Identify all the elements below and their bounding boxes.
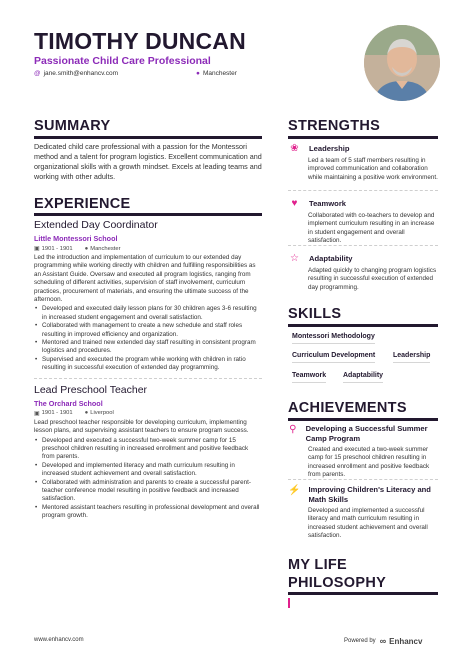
job-entry [34,384,262,521]
at-sign-icon: @ [34,70,41,77]
philosophy-rule [288,592,438,595]
job-meta [34,245,262,252]
strength-title: Adaptability [309,253,353,263]
job-meta [34,410,262,417]
strength-item [288,253,438,292]
location-text: Manchester [202,70,237,77]
experience-rule [34,213,262,216]
skill-tag: Adaptability [343,372,383,383]
achievement-item [288,424,438,480]
section-divider [288,245,438,246]
achievements-rule [288,418,438,421]
email-contact[interactable] [34,70,118,77]
skill-tag: Leadership [393,352,430,363]
achievement-title: Developing a Successful Summer Camp Program [305,424,428,443]
skills-heading: SKILLS [288,306,342,322]
philosophy-heading-line2: PHILOSOPHY [288,575,387,591]
strength-description: Adapted quickly to changing program logistics resulting in successful execution of extended day programming. [308,267,437,291]
lightning-icon: ⚡ [288,485,301,496]
job-dates: 1901 - 1901 [41,245,73,252]
strengths-heading: STRENGTHS [288,118,381,134]
footer-website[interactable]: www.enhancv.com [34,637,84,643]
award-ribbon-icon: ❀ [290,143,299,154]
job-title: Extended Day Coordinator [34,219,158,231]
job-bullet: • Mentored assistant teachers resulting in professional development and overall program growth. [34,504,262,521]
quote-mark-icon [288,598,290,608]
skill-tag: Teamwork [292,372,326,383]
achievements-heading: ACHIEVEMENTS [288,400,407,416]
achievement-description: Created and executed a two-week summer camp for 15 preschool children resulting in increased enrollment and positive feedback from parents. [308,446,430,479]
powered-by-text: Powered by [344,638,376,644]
achievement-item [288,485,438,541]
job-bullet: • Collaborated with administration and parents to create a successful parent-teacher conference model resulting in positive feedback and increased satisfaction. [34,479,262,504]
location-pin-icon: ● [84,245,89,252]
job-dates: 1901 - 1901 [41,410,73,417]
medal-icon: ⚲ [289,424,297,435]
profile-photo [364,25,440,101]
company-name: The Orchard School [34,398,103,408]
job-bullet: • Supervised and executed the program while working with children in ratio resulting in successful execution of extended day programming. [34,356,262,373]
strength-description: Collaborated with co-teachers to develop and implement curriculum resulting in an increase in student engagement and overall satisfaction. [308,212,435,245]
brand-name: Enhancv [389,636,423,646]
calendar-icon: ▣ [34,246,40,252]
skill-tag: Curriculum Development [292,352,375,363]
company-name: Little Montessori School [34,234,118,243]
strengths-rule [288,136,438,139]
job-entry [34,219,262,373]
candidate-subtitle: Passionate Child Care Professional [34,55,211,67]
candidate-name: TIMOTHY DUNCAN [34,28,246,54]
job-location: Manchester [90,245,121,252]
strength-description: Led a team of 5 staff members resulting in improved communication and collaboration while maintaining a positive work environment. [308,157,438,181]
philosophy-heading [288,556,386,592]
summary-heading: SUMMARY [34,118,111,134]
philosophy-heading-line1: MY LIFE [288,557,348,573]
job-title: Lead Preschool Teacher [34,383,148,396]
location-pin-icon: ● [84,410,89,417]
job-bullets [34,305,262,372]
experience-heading: EXPERIENCE [34,196,131,212]
achievement-description: Developed and implemented a successful literacy and math curriculum resulting in increased student achievement and overall satisfaction. [308,507,428,540]
enhancv-logo-icon: ∞ [379,636,387,646]
footer-branding[interactable] [344,636,422,646]
section-divider [288,479,438,480]
calendar-icon: ▣ [34,410,40,417]
section-divider [288,190,438,191]
achievement-title: Improving Children's Literacy and Math Skills [308,485,431,504]
email-text: jane.smith@enhancv.com [43,70,119,77]
heart-icon: ♥ [291,198,298,209]
strength-title: Leadership [309,143,350,153]
skills-rule [288,324,438,327]
job-bullet: • Developed and executed daily lesson plans for 30 children ages 3-6 resulting in increased student engagement and overall satisfaction. [34,305,262,322]
summary-text: Dedicated child care professional with a passion for the Montessori method and a talent for program logistics. Excellent communication and organizational skills with a growth mindset. Excels at leading teams and working with other adults. [34,142,262,181]
job-bullet: • Developed and executed a successful two-week summer camp for 15 preschool children resulting in increased enrollment and positive feedback from parents. [34,437,262,462]
summary-rule [34,136,262,139]
location-contact [196,70,237,77]
experience-list [34,219,262,521]
job-bullets [34,437,262,521]
section-divider [34,378,262,379]
job-bullet: • Developed and implemented literacy and math curriculum resulting in increased student achievement and overall satisfaction. [34,462,262,479]
job-location: Liverpool [90,410,114,417]
star-icon: ☆ [290,253,299,264]
strength-item [288,143,438,182]
skill-tag: Montessori Methodology [292,333,375,344]
strength-title: Teamwork [309,198,346,208]
job-description: Lead preschool teacher responsible for developing curriculum, implementing lesson plans, and supervising assistant teachers to ensure program success. [34,418,249,435]
job-bullet: • Mentored and trained new extended day staff resulting in consistent program logistics and procedures. [34,339,262,356]
job-description: Led the introduction and implementation of curriculum to our extended day programming while working directly with children and fulfilling responsibilities as an Assistant Guide. Oversaw and executed all program logistics, ranging from scheduling of different activities, supervision of staff involvement, curriculum practices, procurement of materials, and ensuring the ultimate success of the afternoon. [34,254,256,304]
job-bullet: • Collaborated with management to create a new schedule and staff roles resulting in improved efficiency and organization. [34,322,262,339]
location-pin-icon: ● [196,70,200,77]
strength-item [288,198,438,246]
